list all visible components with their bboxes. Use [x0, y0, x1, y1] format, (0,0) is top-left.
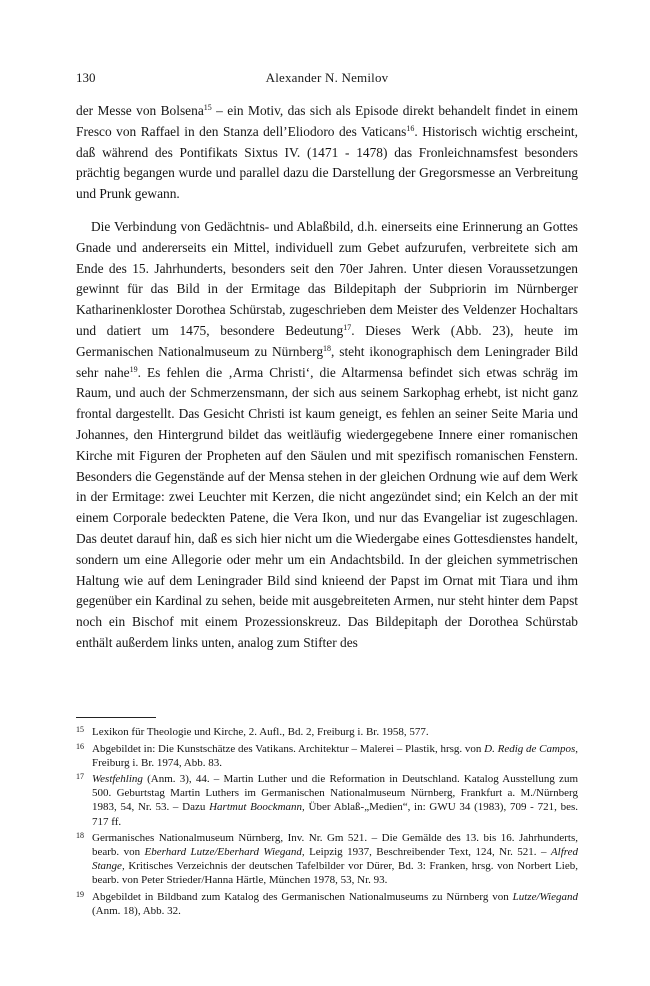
page-number: 130 [76, 70, 96, 85]
footnote-text: (Anm. 18), Abb. 32. [92, 905, 181, 918]
footnote-author-name: Eberhard Lutze/Eberhard Wiegand, [144, 846, 305, 859]
footnote-text: (Anm. 3), 44. – Martin Luther und die Reformation in Deutschland. Katalog Ausstellung zum 500. Geburtstag Martin Luthers im Germanischen Nationalmuseum Nürnberg, Frankfurt a. M./Nürnberg 1983, 54, Nr. 53. – Dazu [92, 773, 578, 814]
footnote-author-name: Westfehling [92, 773, 143, 786]
footnote-19: 19 Abgebildet in Bildband zum Katalog des Germanischen Nationalmuseums zu Nürnberg von Lutze/Wiegand (Anm. 18), Abb. 32. [76, 890, 578, 918]
text-run: . Es fehlen die ‚Arma Christi‘, die Altarmensa befindet sich etwas schräg im Raum, und auch der Schmerzensmann, der sich aus seinem Sarkophag erhebt, ist nicht ganz frontal dargestellt. Das Gesicht Christi ist kaum geneigt, es fehlen an seiner Seite Maria und Johannes, den Hintergrund bildet das weitläufig wiedergegebene Innere einer romanischen Kirche mit Figuren der Propheten auf den Säulen und mit spezifisch romanischen Fenstern. Besonders die Gegenstände auf der Mensa stehen in der gleichen Ordnung wie auf dem Werk in der Ermitage: zwei Leuchter mit Kerzen, die nicht angezündet sind; ein Kelch an der mit einem Corporale bedeckten Patene, die Vera Ikon, und nur das Evangeliar ist zugeschlagen. Das deutet darauf hin, daß es sich hier nicht um die Wiedergabe eines Gottesdienstes handelt, sondern um eine Allegorie oder mehr um ein Andachtsbild. In der gleichen symmetrischen Haltung wie auf dem Leningrader Bild sind knieend der Papst im Ornat mit Tiara und ihm gegenüber ein Kardinal zu sehen, beide mit ausgebreiteten Armen, nur steht hinter dem Papst noch ein Bischof mit einem Prozessionskreuz. Das Bildepitaph der Dorothea Schürstab enthält außerdem links unten, analog zum Stifter des [76, 364, 578, 650]
text-run: Die Verbindung von Gedächtnis- und Ablaßbild, d.h. einerseits eine Erinnerung an Gottes Gnade und andererseits ein Mittel, individuell zum Gebet aufzurufen, verbreitete sich am Ende des 15. Jahrhunderts, besonders seit den 70er Jahren. Unter diesen Voraussetzungen gewinnt für das Bild in der Ermitage das Bildepitaph der Subpriorin im Nürnberger Katharinenkloster Dorothea Schürstab, zugeschrieben dem Meister des Veldenzer Hochaltars und datiert um 1475, besondere Bedeutung [76, 218, 578, 338]
text-run: der Messe von Bolsena [76, 103, 204, 118]
footnote-16: 16 Abgebildet in: Die Kunstschätze des Vatikans. Architektur – Malerei – Plastik, hrsg. von D. Redig de Campos, Freiburg i. Br. 1974, Abb. 83. [76, 741, 578, 769]
footnote-text: Abgebildet in: Die Kunstschätze des Vatikans. Architektur – Malerei – Plastik, hrsg. von [92, 742, 485, 755]
footnotes [76, 725, 578, 921]
footnote-author-name: Alfred Stange, [92, 846, 579, 873]
footnote-ref-17[interactable]: 17 [343, 322, 352, 332]
main-text [76, 101, 578, 654]
footnote-author-name: Hartmut Boockmann, [209, 801, 305, 814]
text-run: , steht ikonographisch dem Leningrader Bild sehr nahe [76, 343, 578, 380]
footnote-text: Germanisches Nationalmuseum Nürnberg, Inv. Nr. Gm 521. – Die Gemälde des 13. bis 16. Jahrhunderts, bearb. von [92, 832, 578, 859]
footnote-separator [76, 717, 156, 718]
footnote-ref-16[interactable]: 16 [406, 123, 415, 133]
footnote-text: Kritisches Verzeichnis der deutschen Tafelbilder vor Dürer, Bd. 3: Franken, hrsg. von Norbert Lieb, bearb. von Peter Strieder/Hanna Härtle, München 1978, 53, Nr. 93. [92, 860, 578, 887]
footnote-text: Lexikon für Theologie und Kirche, 2. Aufl., Bd. 2, Freiburg i. Br. 1958, 577. [92, 726, 429, 738]
footnote-text: Über Ablaß-„Medien“, in: GWU 34 (1983), 709 - 721, bes. 717 ff. [92, 801, 578, 828]
running-header [76, 70, 578, 88]
footnote-ref-19[interactable]: 19 [129, 364, 138, 374]
footnote-text: Leipzig 1937, Beschreibender Text, 124, Nr. 521. – [304, 846, 551, 859]
text-run: – ein Motiv, das sich als Episode direkt behandelt findet in einem Fresco von Raffael in den Stanza dell’Eliodoro des Vaticans [76, 103, 578, 139]
footnote-author-name: D. Redig de Campos [484, 742, 576, 755]
footnote-text: Abgebildet in Bildband zum Katalog des Germanischen Nationalmuseums zu Nürnberg von [92, 891, 513, 904]
footnote-author-name: Lutze/Wiegand [512, 891, 578, 904]
paragraph-1 [76, 101, 578, 205]
footnote-ref-15[interactable]: 15 [203, 103, 212, 112]
paragraph-2 [76, 217, 578, 654]
footnote-15: 15 Lexikon für Theologie und Kirche, 2. Aufl., Bd. 2, Freiburg i. Br. 1958, 577. [76, 725, 429, 738]
footnote-17: 17 Westfehling (Anm. 3), 44. – Martin Luther und die Reformation in Deutschland. Katalog Ausstellung zum 500. Geburtstag Martin Luthers im Germanischen Nationalmuseum Nürnberg, Frankfurt a. M./Nürnberg 1983, 54, Nr. 53. – Dazu Hartmut Boockmann, Über Ablaß-„Medien“, in: GWU 34 (1983), 709 - 721, bes. 717 ff. [76, 772, 578, 828]
footnote-ref-18[interactable]: 18 [323, 343, 332, 353]
running-head-author: Alexander N. Nemilov [265, 70, 389, 85]
text-run: . Historisch wichtig erscheint, daß während des Pontifikats Sixtus IV. (1471 - 1478) das Fronleichnamsfest besonders prächtig begangen wurde und parallel dazu die Darstellung der Gregorsmesse an Verbreitung und Prunk gewann. [76, 123, 578, 202]
footnote-text: , Freiburg i. Br. 1974, Abb. 83. [92, 742, 578, 769]
text-run: . Dieses Werk (Abb. 23), heute im Germanischen Nationalmuseum zu Nürnberg [76, 322, 578, 359]
footnote-18: 18 Germanisches Nationalmuseum Nürnberg, Inv. Nr. Gm 521. – Die Gemälde des 13. bis 16. Jahrhunderts, bearb. von Eberhard Lutze/Eberhard Wiegand, Leipzig 1937, Beschreibender Text, 124, Nr. 521. – Alfred Stange, Kritisches Verzeichnis der deutschen Tafelbilder vor Dürer, Bd. 3: Franken, hrsg. von Norbert Lieb, bearb. von Peter Strieder/Hanna Härtle, München 1978, 53, Nr. 93. [76, 831, 579, 887]
